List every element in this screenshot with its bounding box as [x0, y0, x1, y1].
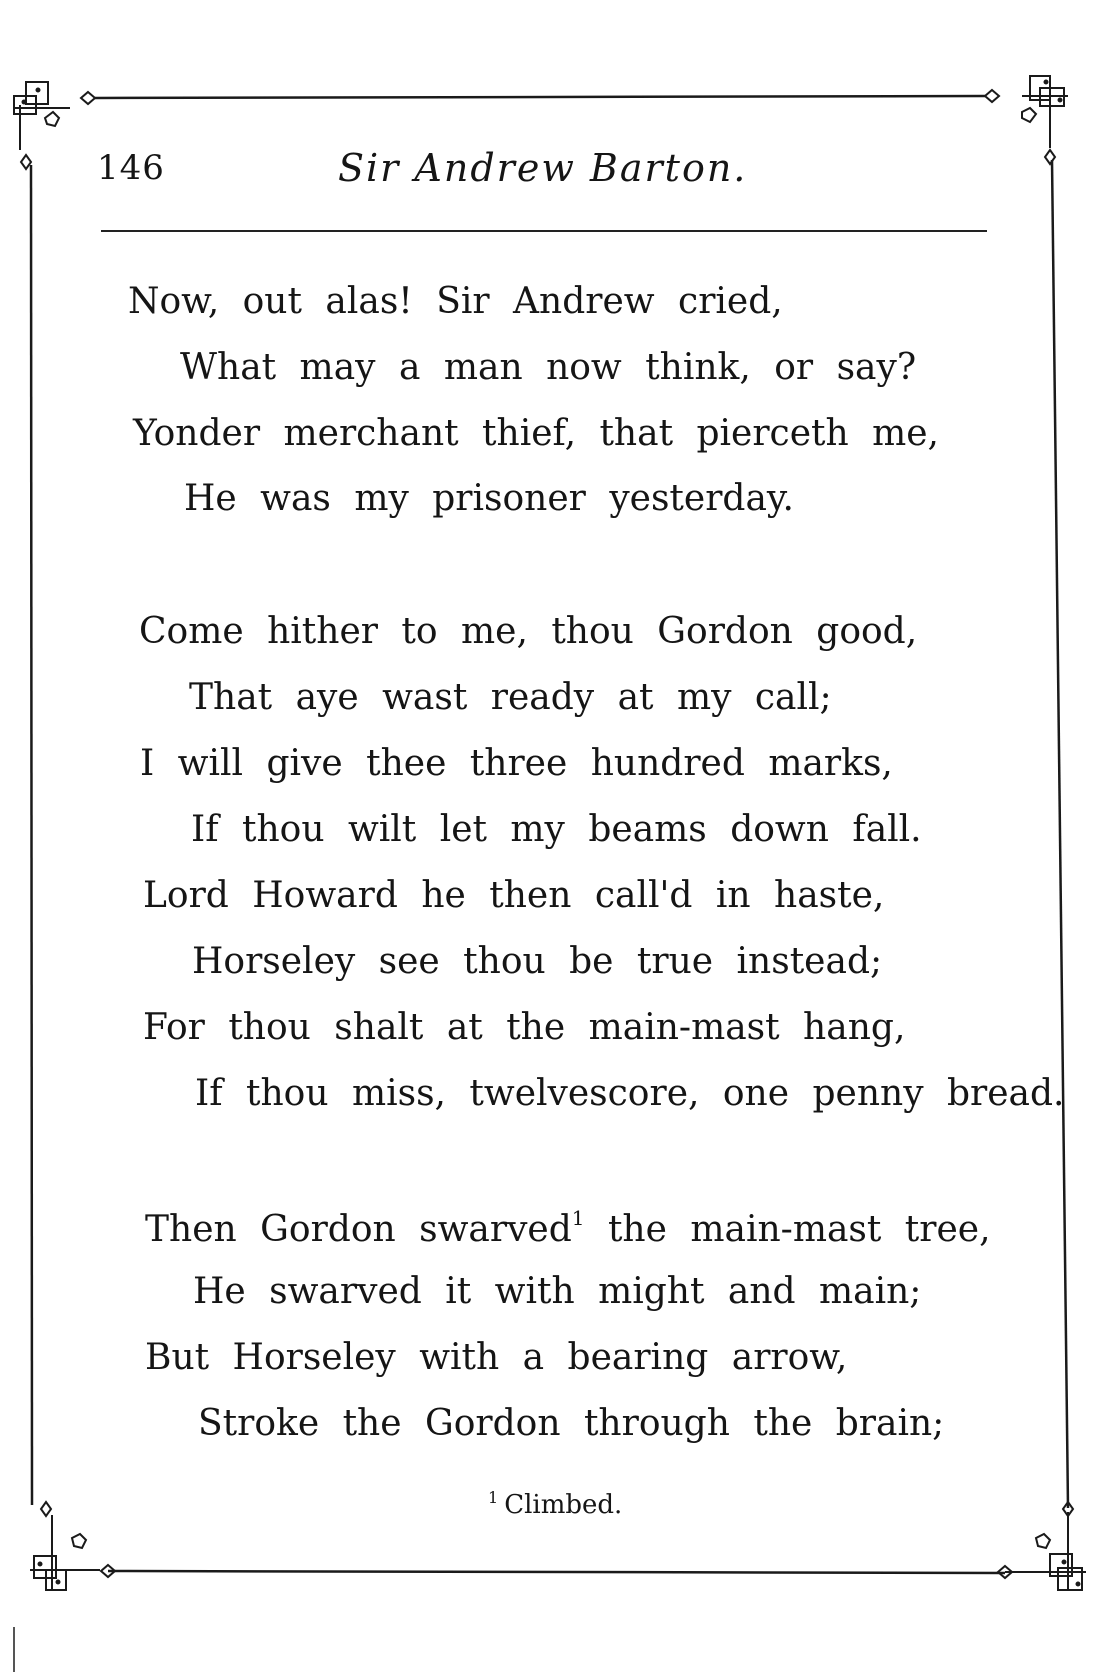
footnote-text: Climbed.	[504, 1490, 623, 1520]
poem-line: That aye wast ready at my call;	[189, 677, 832, 718]
poem-line: Yonder merchant thief, that pierceth me,	[133, 413, 939, 454]
poem-line: Horseley see thou be true instead;	[192, 941, 883, 982]
scan-margin-line	[13, 1627, 15, 1672]
poem-line: He was my prisoner yesterday.	[184, 478, 794, 519]
poem-line: Lord Howard he then call'd in haste,	[143, 875, 885, 916]
running-title: Sir Andrew Barton.	[338, 146, 748, 190]
header-rule	[101, 230, 987, 232]
poem-line: If thou miss, twelvescore, one penny bread.	[195, 1073, 1065, 1114]
corner-ornament-bottom-right-icon	[998, 1502, 1086, 1590]
poem-line: Come hither to me, thou Gordon good,	[139, 611, 918, 652]
poem-line: What may a man now think, or say?	[180, 347, 917, 388]
poem-line	[145, 1208, 991, 1248]
poem-line: Stroke the Gordon through the brain;	[198, 1403, 945, 1444]
poem-line-text: the main-mast tree,	[584, 1209, 991, 1250]
page-number: 146	[97, 148, 165, 188]
footnote-mark: 1	[488, 1488, 499, 1507]
footnote	[488, 1488, 622, 1520]
footnote-reference: 1	[571, 1206, 585, 1230]
poem-line: If thou wilt let my beams down fall.	[191, 809, 922, 850]
poem-line: For thou shalt at the main-mast hang,	[143, 1007, 906, 1048]
corner-ornament-top-right-icon	[985, 76, 1068, 164]
poem-line: I will give thee three hundred marks,	[140, 743, 893, 784]
corner-ornament-bottom-left-icon	[30, 1502, 115, 1590]
poem-line: Now, out alas! Sir Andrew cried,	[128, 281, 783, 322]
poem-line: He swarved it with might and main;	[193, 1271, 922, 1312]
corner-ornament-top-left-icon	[14, 82, 95, 169]
poem-line: But Horseley with a bearing arrow,	[145, 1337, 848, 1378]
poem-line-text: Then Gordon swarved	[145, 1209, 572, 1250]
